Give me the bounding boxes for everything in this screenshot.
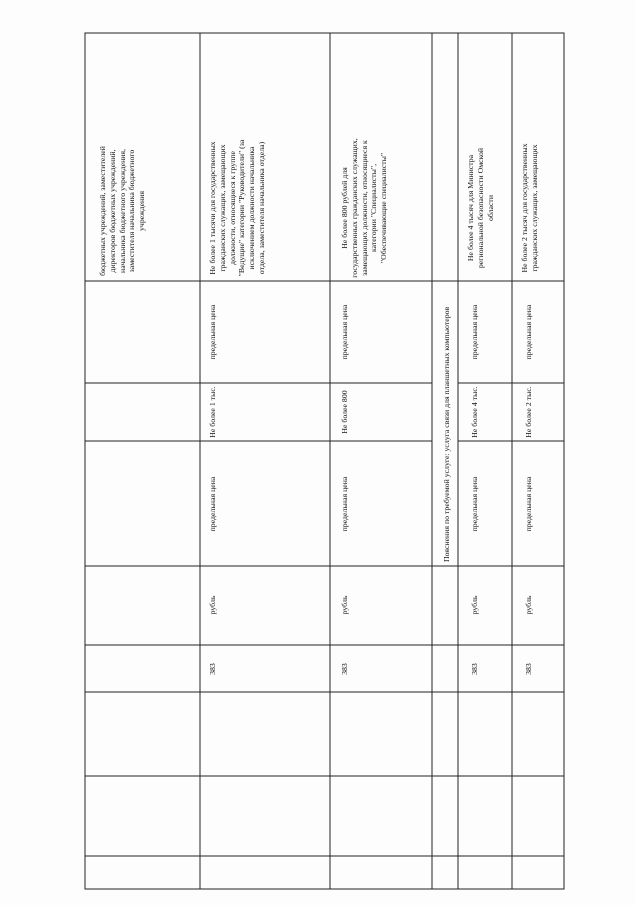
cell-row1-desc: бюджетных учреждений, заместителей директоров бюджетных учреждений, начальника бюджетного учреждения, заместителя начальника бюджетного учреждения — [98, 146, 147, 276]
section-header: Пояснения по требуемой услуге: услуга связи для планшетных компьютеров — [442, 306, 451, 562]
cell-row5-unit: рубль — [524, 595, 533, 615]
cell-row2-desc: Не более 1 тысячи для государственных гражданских служащих, замещающих должности, относящиеся к группе "Ведущие" категории "Руководители" (за исключением должности начальника отдела, заместителя начальника отдела) — [208, 139, 266, 277]
cell-row3-value: Не более 800 — [340, 390, 349, 434]
cell-row5-price-type: предельная цена — [524, 304, 533, 360]
cell-row5-type: предельная цена — [524, 476, 533, 532]
cell-row3-price-type: предельная цена — [340, 304, 349, 360]
cell-row4-type: предельная цена — [470, 476, 479, 532]
cell-row2-unit: рубль — [208, 595, 217, 615]
cell-row5-code: 383 — [524, 663, 533, 675]
cell-row4-code: 383 — [470, 663, 479, 675]
cell-row4-desc: Не более 4 тысяч для Министра региональной безопасности Омской области — [466, 147, 495, 269]
cell-row3-type: предельная цена — [340, 476, 349, 532]
cell-row3-unit: рубль — [340, 595, 349, 615]
cell-row2-code: 383 — [208, 663, 217, 675]
cell-row3-code: 383 — [340, 663, 349, 675]
cell-row5-desc: Не более 2 тысяч для государственных гражданских служащих, замещающих — [520, 143, 539, 273]
cell-row3-desc: Не более 800 рублей для государственных гражданских служащих, замещающих должности, относящиеся к категории "Специалисты", "Обеспечивающие специалисты" — [340, 138, 389, 278]
cell-row2-value: Не более 1 тыс. — [208, 386, 217, 438]
cell-row4-unit: рубль — [470, 595, 479, 615]
cell-row2-type: предельная цена — [208, 476, 217, 532]
cell-row2-price-type: предельная цена — [208, 304, 217, 360]
cell-row4-value: Не более 4 тыс. — [470, 386, 479, 438]
cell-row5-value: Не более 2 тыс. — [524, 386, 533, 438]
cell-row4-price-type: предельная цена — [470, 304, 479, 360]
